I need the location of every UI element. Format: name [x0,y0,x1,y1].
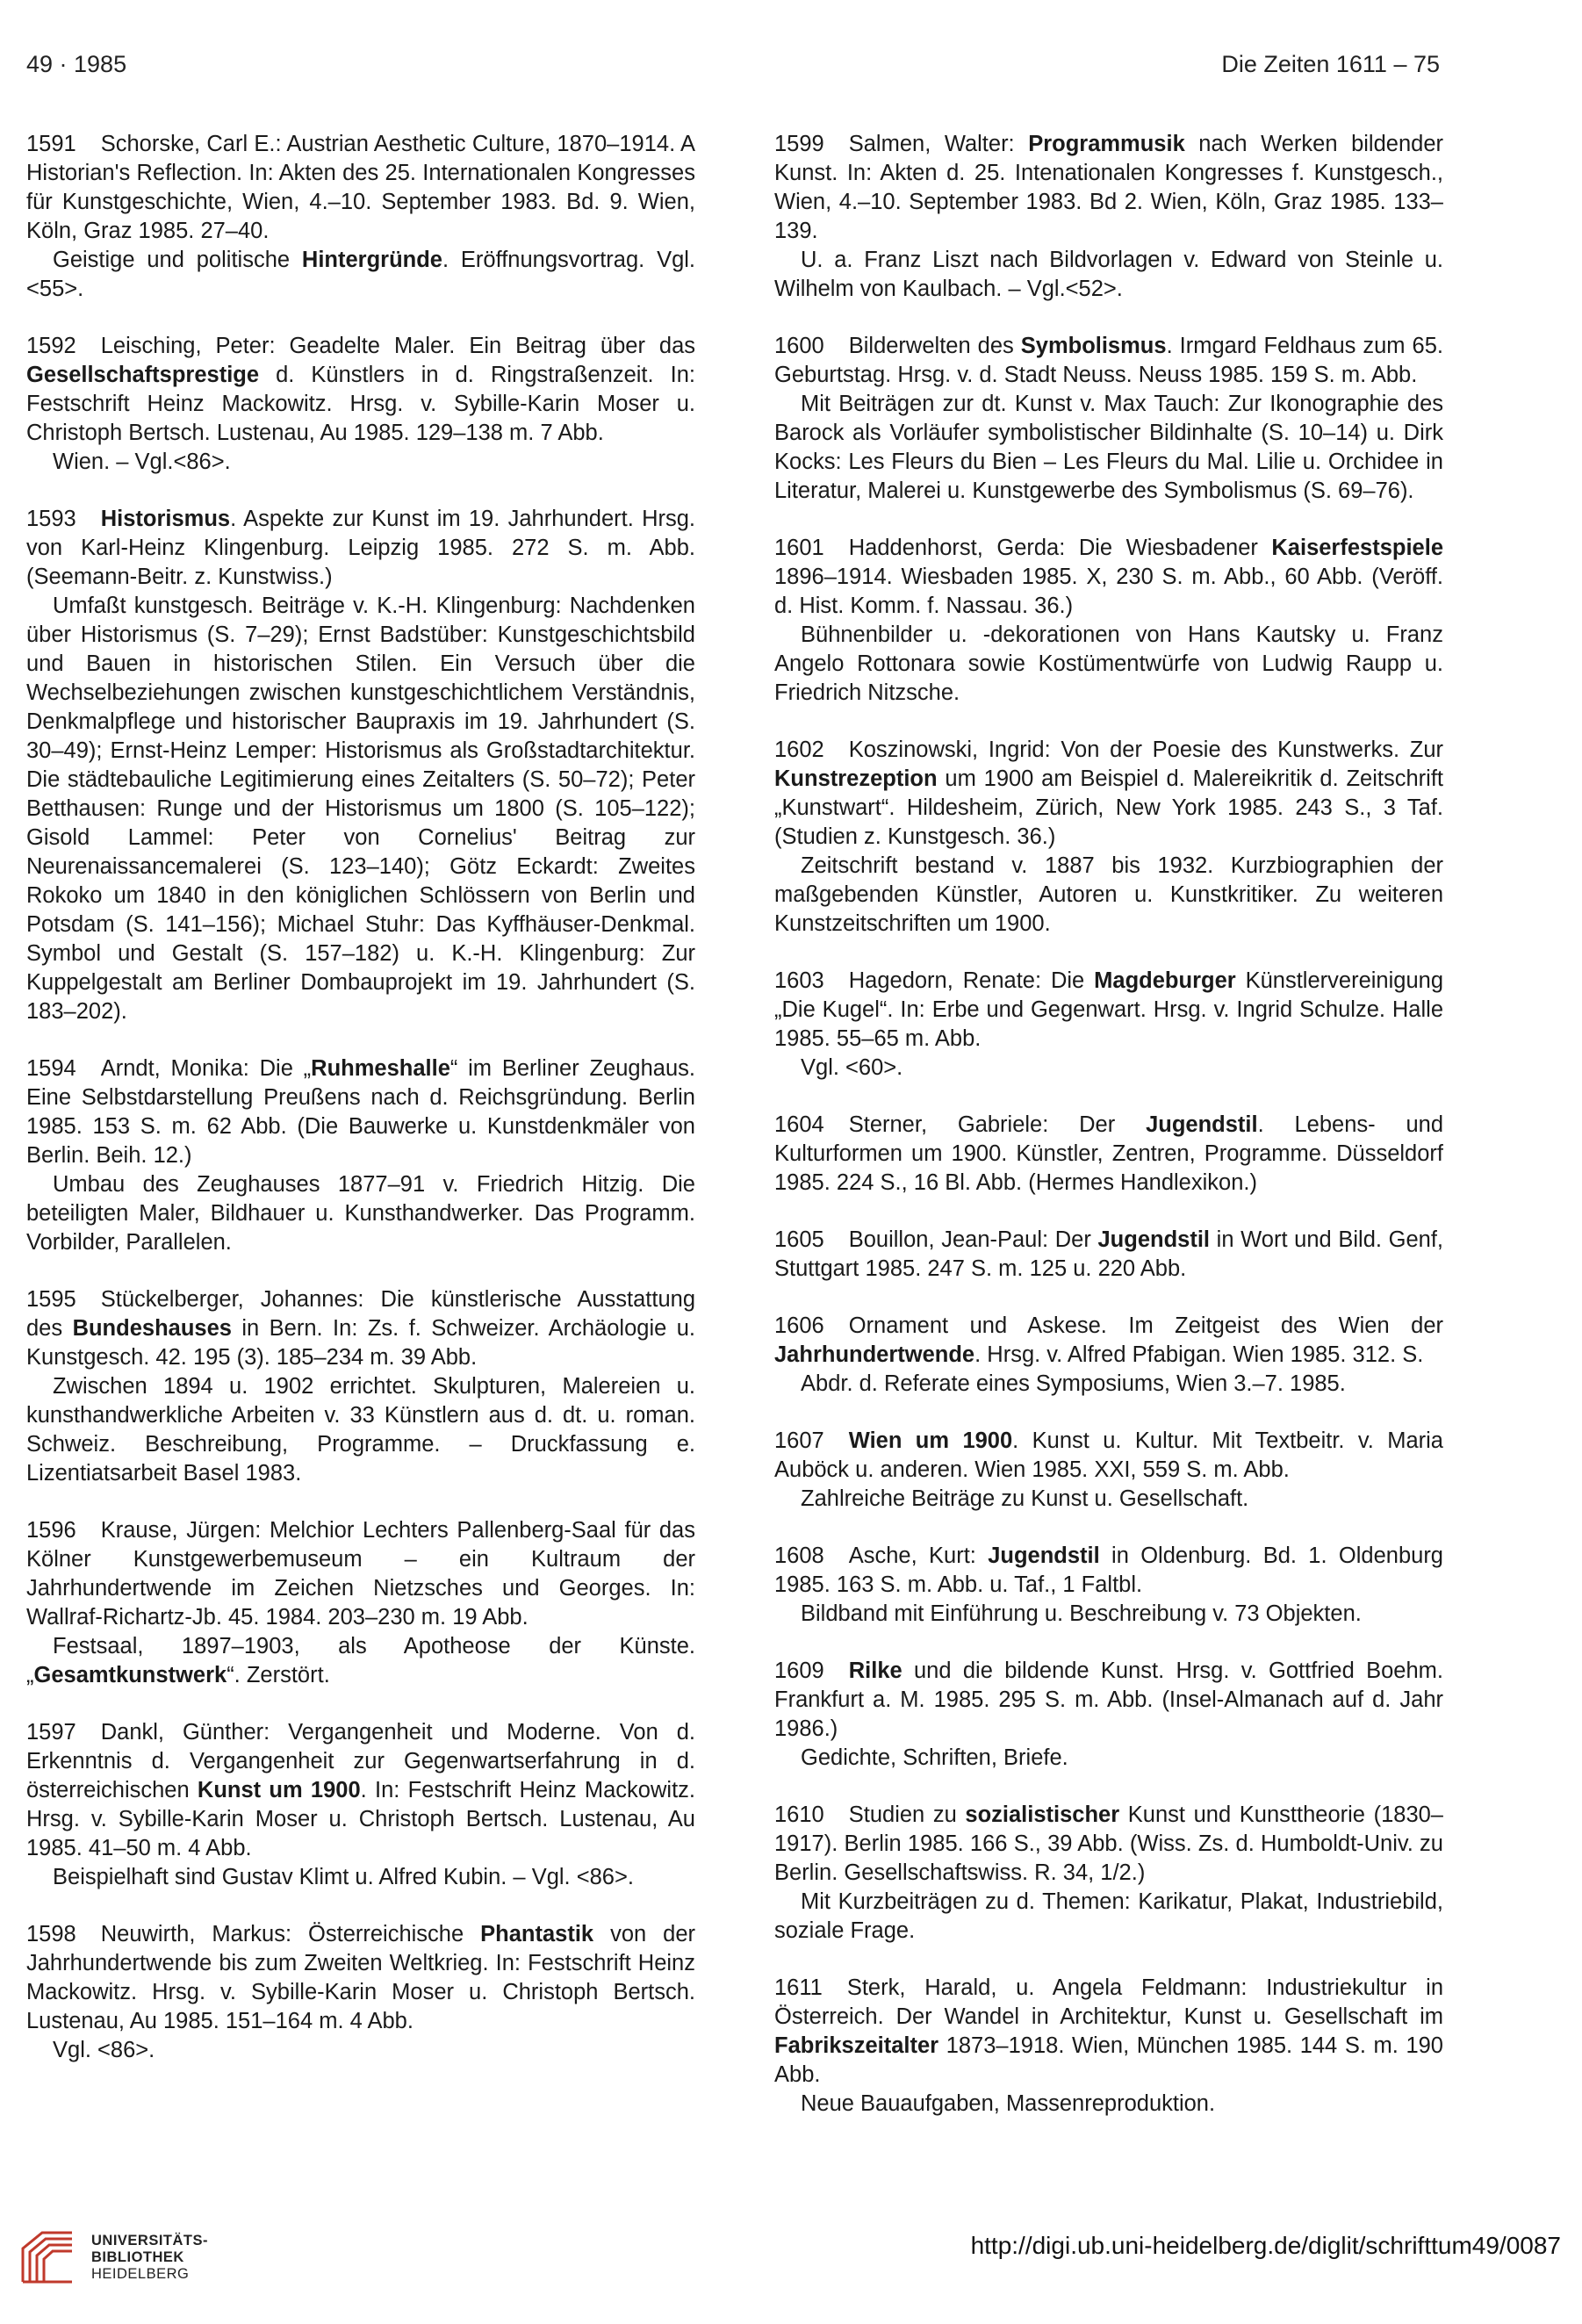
entry-text: Bilderwelten des [848,334,1021,358]
keyword-highlight: Gesamtkunstwerk [33,1663,227,1687]
entry-text: Vgl. <86>. [53,2038,155,2062]
entry-citation [26,1718,695,1863]
bibliography-entry [774,1542,1443,1629]
entry-text: Sterk, Harald, u. Angela Feldmann: Industriekultur in Österreich. Der Wandel in Architektur, Kunst u. Gesellschaft im [774,1975,1443,2029]
entry-citation [774,1974,1443,2090]
entry-text: Mit Kurzbeiträgen zu d. Themen: Karikatur, Plakat, Industriebild, soziale Frage. [774,1889,1443,1943]
entry-number: 1605 [774,1227,824,1252]
keyword-highlight: Wien um 1900 [848,1428,1013,1453]
entry-text: Zahlreiche Beiträge zu Kunst u. Gesellschaft. [801,1486,1249,1511]
logo-line-1: UNIVERSITÄTS- [91,2232,209,2248]
entry-text: Bouillon, Jean-Paul: Der [848,1227,1098,1252]
bibliography-entry [774,967,1443,1083]
keyword-highlight: Gesellschaftsprestige [26,363,260,387]
library-logo-icon [16,2226,79,2289]
entry-citation [774,1226,1443,1284]
entry-annotation [26,1863,695,1892]
page-header-left: 49 · 1985 [26,51,127,77]
entry-text: Dankl, Günther: Vergangenheit und Moderne. Von d. Erkenntnis d. Vergangenheit zur Gegenwartserfahrung in d. österreichischen [26,1720,695,1802]
entry-number: 1591 [26,132,76,156]
keyword-highlight: Jugendstil [1146,1112,1258,1137]
keyword-highlight: Fabrikszeitalter [774,2033,939,2058]
library-logo[interactable] [16,2226,208,2289]
keyword-highlight: Jugendstil [988,1543,1100,1568]
entry-text: Koszinowski, Ingrid: Von der Poesie des Kunstwerks. Zur [848,737,1443,762]
bibliography-entry [774,1657,1443,1773]
entry-citation [26,1920,695,2036]
keyword-highlight: Hintergründe [301,248,442,272]
entry-text: U. a. Franz Liszt nach Bildvorlagen v. Edward von Steinle u. Wilhelm von Kaulbach. – Vgl.<52>. [774,248,1443,301]
entry-annotation [774,1888,1443,1946]
entry-text: Geistige und politische [53,248,302,272]
entry-annotation [26,246,695,304]
entry-citation [26,1285,695,1372]
bibliography-entry [774,1312,1443,1399]
entry-text: Krause, Jürgen: Melchior Lechters Pallenberg-Saal für das Kölner Kunstgewerbemuseum – ein Kultraum der Jahrhundertwende im Zeichen Nietzsches und Georges. In: Wallraf-Richartz-Jb. 45. 1984. 203–230 m. 19 Abb. [26,1518,695,1630]
entry-number: 1595 [26,1287,76,1312]
entry-citation [26,505,695,592]
entry-annotation [26,1170,695,1257]
entry-text: Wien. – Vgl.<86>. [53,450,231,474]
entry-text: Bildband mit Einführung u. Beschreibung v. 73 Objekten. [801,1601,1362,1626]
entry-annotation [26,592,695,1026]
bibliography-entry [26,505,695,1026]
entry-annotation [774,1370,1443,1399]
entry-text: Stückelberger, Johannes: Die künstlerische Ausstattung des [26,1287,695,1341]
bibliography-entry [774,1427,1443,1514]
entry-number: 1593 [26,507,76,531]
entry-annotation [774,1054,1443,1083]
library-logo-text [91,2233,208,2283]
entry-text: Sterner, Gabriele: Der [848,1112,1147,1137]
entry-number: 1603 [774,968,824,993]
bibliography-entry [26,1054,695,1257]
entry-text: “ im Berliner Zeughaus. Eine Selbstdarstellung Preußens nach d. Reichsgründung. Berlin 1985. 153 S. m. 62 Abb. (Die Bauwerke u. Kunstdenkmäler von Berlin. Beih. 12.) [26,1056,695,1168]
entry-text: Neue Bauaufgaben, Massenreproduktion. [801,2091,1216,2116]
bibliography-entry [774,736,1443,939]
bibliography-entry [26,332,695,477]
entry-annotation [774,1744,1443,1773]
entry-text: Neuwirth, Markus: Österreichische [100,1922,481,1946]
right-column [774,130,1443,2147]
entry-text: . In: Festschrift Heinz Mackowitz. Hrsg. v. Sybille-Karin Moser u. Christoph Bertsch. Lustenau, Au 1985. 41–50 m. 4 Abb. [26,1778,695,1860]
entry-text: Schorske, Carl E.: Austrian Aesthetic Culture, 1870–1914. A Historian's Reflection. In: Akten des 25. Internationalen Kongresses für Kunstgeschichte, Wien, 4.–10. September 1983. Bd. 9. Wien, Köln, Graz 1985. 27–40. [26,132,695,243]
entry-text: Abdr. d. Referate eines Symposiums, Wien 3.–7. 1985. [801,1371,1346,1396]
entry-text: von der Jahrhundertwende bis zum Zweiten Weltkrieg. In: Festschrift Heinz Mackowitz. Hrsg. v. Sybille-Karin Moser u. Christoph Bertsch. Lustenau, Au 1985. 151–164 m. 4 Abb. [26,1922,695,2033]
entry-text: Kunst und Kunsttheorie (1830–1917). Berlin 1985. 166 S., 39 Abb. (Wiss. Zs. d. Humboldt-Univ. zu Berlin. Gesellschaftswiss. R. 34, 1/2.) [774,1802,1443,1885]
entry-citation [774,1657,1443,1744]
entry-annotation [774,2090,1443,2119]
entry-citation [26,332,695,448]
entry-text: nach Werken bildender Kunst. In: Akten d. 25. Intenationalen Kongresses f. Kunstgesch., Wien, 4.–10. September 1983. Bd 2. Wien, Köln, Graz 1985. 133–139. [774,132,1443,243]
entry-annotation [774,390,1443,506]
entry-annotation [774,1485,1443,1514]
entry-text: Gedichte, Schriften, Briefe. [801,1745,1068,1770]
entry-text: Bühnenbilder u. -dekorationen von Hans Kautsky u. Franz Angelo Rottonara sowie Kostümentwürfe von Ludwig Raupp u. Friedrich Nitzsche. [774,622,1443,705]
entry-text: . Lebens- und Kulturformen um 1900. Künstler, Zentren, Programme. Düsseldorf 1985. 224 S., 16 Bl. Abb. (Hermes Handlexikon.) [774,1112,1443,1195]
keyword-highlight: Kunstrezeption [774,766,938,791]
entry-number: 1606 [774,1313,824,1338]
entry-text: Vgl. <60>. [801,1055,903,1080]
bibliography-entry [26,1285,695,1488]
entry-text: und die bildende Kunst. Hrsg. v. Gottfried Boehm. Frankfurt a. M. 1985. 295 S. m. Abb. (Insel-Almanach auf d. Jahr 1986.) [774,1658,1443,1741]
left-column [26,130,695,2093]
entry-text: in Bern. In: Zs. f. Schweizer. Archäologie u. Kunstgesch. 42. 195 (3). 185–234 m. 39 Abb. [26,1316,695,1370]
entry-annotation [774,246,1443,304]
keyword-highlight: Historismus [100,507,231,531]
entry-text: Salmen, Walter: [848,132,1029,156]
entry-annotation [774,621,1443,708]
entry-citation [774,1801,1443,1888]
entry-citation [26,1054,695,1170]
bibliography-entry [774,1111,1443,1198]
entry-number: 1604 [774,1112,824,1137]
entry-annotation [26,448,695,477]
source-url-link[interactable]: http://digi.ub.uni-heidelberg.de/diglit/schrifttum49/0087 [970,2232,1561,2259]
entry-annotation [774,852,1443,939]
entry-number: 1609 [774,1658,824,1683]
keyword-highlight: Programmusik [1028,132,1185,156]
page-header-right: Die Zeiten 1611 – 75 [1221,51,1440,77]
entry-number: 1594 [26,1056,76,1081]
entry-number: 1608 [774,1543,824,1568]
entry-text: . Eröffnungsvortrag. Vgl. <55>. [26,248,696,301]
entry-number: 1611 [774,1975,823,2000]
entry-number: 1607 [774,1428,824,1453]
entry-number: 1600 [774,334,824,358]
bibliography-entry [774,332,1443,506]
bibliography-entry [26,130,695,304]
entry-citation [774,1312,1443,1370]
keyword-highlight: Bundeshauses [72,1316,232,1341]
entry-number: 1610 [774,1802,824,1827]
entry-text: Hagedorn, Renate: Die [848,968,1095,993]
entry-citation [774,1427,1443,1485]
entry-text: Künstlervereinigung „Die Kugel“. In: Erbe und Gegenwart. Hrsg. v. Ingrid Schulze. Halle 1985. 55–65 m. Abb. [774,968,1443,1051]
entry-citation [26,130,695,246]
entry-number: 1602 [774,737,824,762]
entry-text: . Kunst u. Kultur. Mit Textbeitr. v. Maria Auböck u. anderen. Wien 1985. XXI, 559 S. m. Abb. [774,1428,1443,1482]
entry-text: 1896–1914. Wiesbaden 1985. X, 230 S. m. Abb., 60 Abb. (Veröff. d. Hist. Komm. f. Nassau. 36.) [774,565,1443,618]
entry-number: 1598 [26,1922,76,1946]
entry-text: Mit Beiträgen zur dt. Kunst v. Max Tauch: Zur Ikonographie des Barock als Vorläufer symbolistischer Bildinhalte (S. 10–14) u. Dirk Kocks: Les Fleurs du Bien – Les Fleurs du Mal. Lilie u. Orchidee in Literatur, Malerei u. Kunstgewerbe des Symbolismus (S. 69–76). [774,392,1443,503]
bibliography-entry [774,1974,1443,2119]
entry-text: Leisching, Peter: Geadelte Maler. Ein Beitrag über das [100,334,695,358]
entry-text: Haddenhorst, Gerda: Die Wiesbadener [848,536,1272,560]
entry-text: Asche, Kurt: [848,1543,989,1568]
keyword-highlight: Kunst um 1900 [197,1778,361,1802]
entry-text: Zwischen 1894 u. 1902 errichtet. Skulpturen, Malereien u. kunsthandwerkliche Arbeiten v. 33 Künstlern aus d. dt. u. roman. Schweiz. Beschreibung, Programme. – Druckfassung e. Lizentiatsarbeit Basel 1983. [26,1374,695,1486]
entry-text: in Wort und Bild. Genf, Stuttgart 1985. 247 S. m. 125 u. 220 Abb. [774,1227,1443,1281]
entry-text: Zeitschrift bestand v. 1887 bis 1932. Kurzbiographien der maßgebenden Künstler, Autoren u. Kunstkritiker. Zu weiteren Kunstzeitschriften um 1900. [774,853,1443,936]
entry-citation [774,130,1443,246]
entry-text: Ornament und Askese. Im Zeitgeist des Wien der [848,1313,1443,1338]
bibliography-entry [774,534,1443,708]
entry-text: . Hrsg. v. Alfred Pfabigan. Wien 1985. 312. S. [974,1342,1424,1367]
logo-line-2: BIBLIOTHEK [91,2248,184,2265]
entry-citation [774,1542,1443,1600]
entry-annotation [26,1372,695,1488]
keyword-highlight: sozialistischer [965,1802,1120,1827]
entry-text: d. Künstlers in d. Ringstraßenzeit. In: Festschrift Heinz Mackowitz. Hrsg. v. Sybille-Karin Moser u. Christoph Bertsch. Lustenau, Au 1985. 129–138 m. 7 Abb. [26,363,695,445]
bibliography-entry [26,1920,695,2065]
entry-text: um 1900 am Beispiel d. Malereikritik d. Zeitschrift „Kunstwart“. Hildesheim, Zürich, New York 1985. 243 S., 3 Taf. (Studien z. Kunstgesch. 36.) [774,766,1443,849]
logo-line-3: HEIDELBERG [91,2265,190,2282]
entry-citation [774,1111,1443,1198]
keyword-highlight: Phantastik [480,1922,594,1946]
bibliography-entry [774,1801,1443,1946]
keyword-highlight: Jugendstil [1097,1227,1211,1252]
keyword-highlight: Symbolismus [1020,334,1167,358]
entry-text: Beispielhaft sind Gustav Klimt u. Alfred Kubin. – Vgl. <86>. [53,1865,634,1889]
entry-annotation [26,1632,695,1690]
bibliography-entry [774,130,1443,304]
entry-text: Arndt, Monika: Die „ [100,1056,312,1081]
keyword-highlight: Rilke [848,1658,902,1683]
entry-text: Umfaßt kunstgesch. Beiträge v. K.-H. Klingenburg: Nachdenken über Historismus (S. 7–29); Ernst Badstüber: Kunstgeschichtsbild und Bauen in historischen Stilen. Ein Versuch über die Wechselbeziehungen zwischen kunstgeschichtlichem Verständnis, Denkmalpflege und historischer Baupraxis im 19. Jahrhundert (S. 30–49); Ernst-Heinz Lemper: Historismus als Großstadtarchitektur. Die städtebauliche Legitimierung eines Zeitalters (S. 50–72); Peter Betthausen: Runge und der Historismus um 1800 (S. 105–122); Gisold Lammel: Peter von Cornelius' Beitrag zur Neurenaissancemalerei (S. 123–140); Götz Eckardt: Zweites Rokoko um 1840 in den königlichen Schlössern von Berlin und Potsdam (S. 141–156); Michael Stuhr: Das Kyffhäuser-Denkmal. Symbol und Gestalt (S. 157–182) u. K.-H. Klingenburg: Zur Kuppelgestalt am Berliner Dombauprojekt im 19. Jahrhundert (S. 183–202). [26,594,695,1024]
entry-text: “. Zerstört. [227,1663,330,1687]
entry-text: Umbau des Zeughauses 1877–91 v. Friedrich Hitzig. Die beteiligten Maler, Bildhauer u. Kunsthandwerker. Das Programm. Vorbilder, Parallelen. [26,1172,695,1255]
entry-citation [26,1516,695,1632]
entry-citation [774,967,1443,1054]
entry-citation [774,332,1443,390]
entry-number: 1596 [26,1518,76,1543]
entry-number: 1599 [774,132,824,156]
entry-text: in Oldenburg. Bd. 1. Oldenburg 1985. 163 S. m. Abb. u. Taf., 1 Faltbl. [774,1543,1443,1597]
entry-number: 1592 [26,334,76,358]
entry-number: 1597 [26,1720,76,1745]
entry-text: 1873–1918. Wien, München 1985. 144 S. m. 190 Abb. [774,2033,1443,2087]
bibliography-entry [774,1226,1443,1284]
keyword-highlight: Magdeburger [1094,968,1236,993]
entry-text: Studien zu [848,1802,966,1827]
entry-annotation [774,1600,1443,1629]
bibliography-entry [26,1718,695,1892]
keyword-highlight: Jahrhundertwende [774,1342,975,1367]
entry-number: 1601 [774,536,824,560]
keyword-highlight: Ruhmeshalle [311,1056,450,1081]
entry-citation [774,534,1443,621]
entry-annotation [26,2036,695,2065]
entry-text: . Aspekte zur Kunst im 19. Jahrhundert. Hrsg. von Karl-Heinz Klingenburg. Leipzig 1985. 272 S. m. Abb. (Seemann-Beitr. z. Kunstwiss.) [26,507,695,589]
entry-citation [774,736,1443,852]
bibliography-entry [26,1516,695,1690]
entry-text: Festsaal, 1897–1903, als Apotheose der Künste. „ [26,1634,695,1687]
entry-text: . Irmgard Feldhaus zum 65. Geburtstag. Hrsg. v. d. Stadt Neuss. Neuss 1985. 159 S. m. Abb. [774,334,1443,387]
keyword-highlight: Kaiserfestspiele [1271,536,1443,560]
